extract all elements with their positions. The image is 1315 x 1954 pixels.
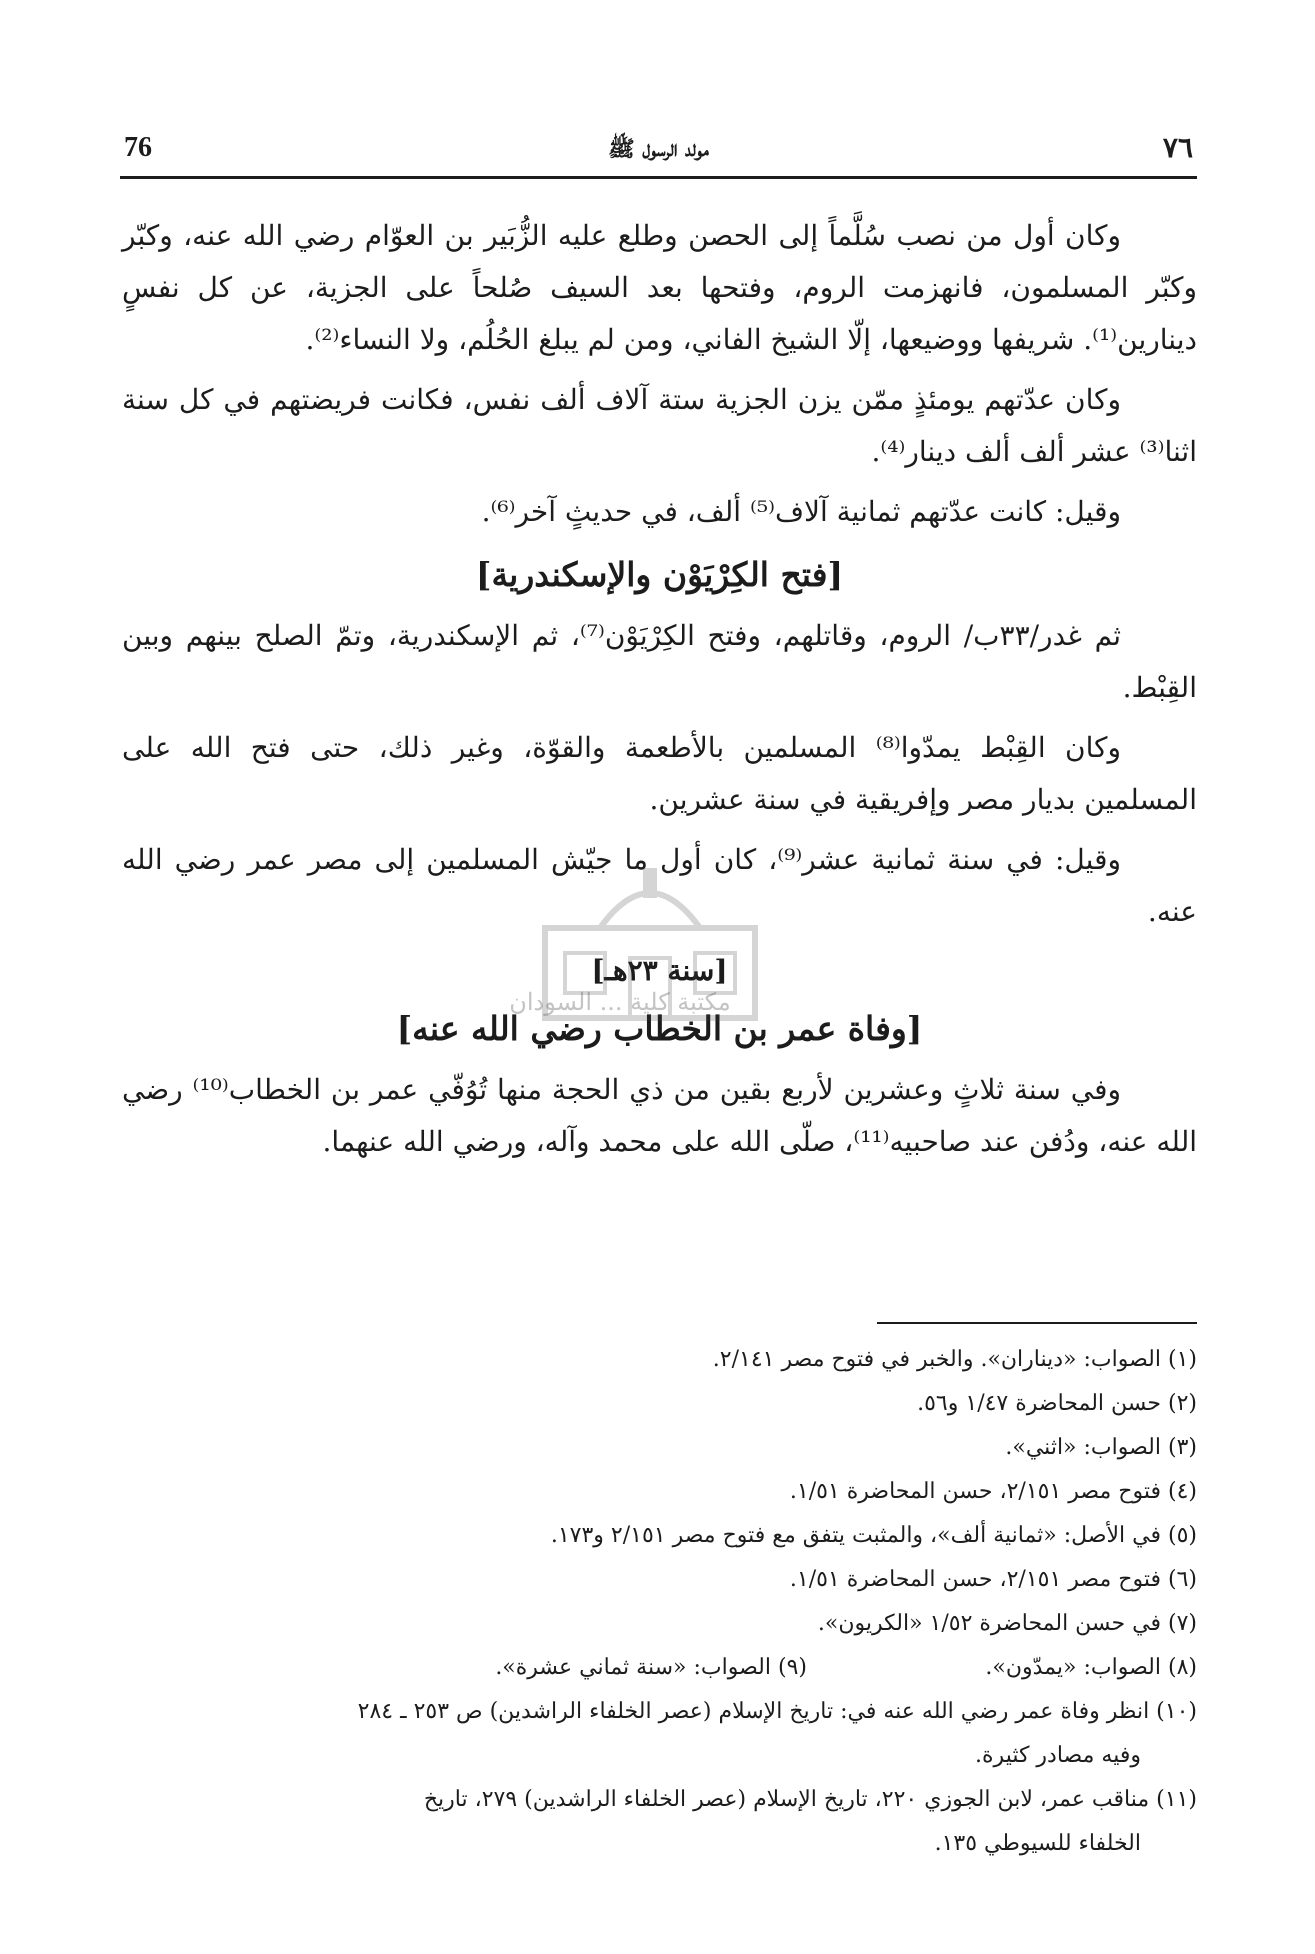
page-number-latin: 76 <box>124 132 152 163</box>
paragraph-3: وقيل: كانت عدّتهم ثمانية آلاف⁽⁵⁾ ألف، في حديثٍ آخر⁽⁶⁾. <box>481 495 1121 528</box>
footnote-7: (٧) في حسن المحاضرة ١/٥٢ «الكريون». <box>817 1611 1197 1636</box>
footnote-6: (٦) فتوح مصر ٢/١٥١، حسن المحاضرة ١/٥١. <box>789 1567 1197 1592</box>
footnote-2: (٢) حسن المحاضرة ١/٤٧ و٥٦. <box>917 1391 1197 1416</box>
watermark-text: مكتبة كلية ... السودان <box>509 988 731 1016</box>
paragraph-4: ثم غدر/٣٣ب/ الروم، وقاتلهم، وفتح الكِرْيَوْن⁽⁷⁾، ثم الإسكندرية، وتمّ الصلح بينهم وبين القِبْط. <box>122 619 1197 704</box>
footnote-11: (١١) مناقب عمر، لابن الجوزي ٢٢٠، تاريخ الإسلام (عصر الخلفاء الراشدين) ٢٧٩، تاريخ <box>423 1787 1197 1812</box>
footnote-8: (٨) الصواب: «يمدّون». <box>985 1655 1197 1680</box>
footnote-4: (٤) فتوح مصر ٢/١٥١، حسن المحاضرة ١/٥١. <box>789 1479 1197 1504</box>
page-number-arabic: ٧٦ <box>1162 131 1193 164</box>
section-heading-conquest: [فتح الكِرْيَوْن والإسكندرية] <box>475 555 844 594</box>
paragraph-5: وكان القِبْط يمدّوا⁽⁸⁾ المسلمين بالأطعمة والقوّة، وغير ذلك، حتى فتح الله على المسلمين بديار مصر وإفريقية في سنة عشرين. <box>122 731 1197 816</box>
footnote-10: (١٠) انظر وفاة عمر رضي الله عنه في: تاريخ الإسلام (عصر الخلفاء الراشدين) ص ٢٥٣ ـ ٢٨٤ <box>357 1699 1197 1724</box>
section-heading-death-of-umar: [وفاة عمر بن الخطاب رضي الله عنه] <box>396 1009 923 1048</box>
paragraph-6: وقيل: في سنة ثمانية عشر⁽⁹⁾، كان أول ما جيّش المسلمين إلى مصر عمر رضي الله عنه. <box>122 843 1197 928</box>
footnote-row-8-9 <box>122 1646 1197 1690</box>
footnote-9: (٩) الصواب: «سنة ثماني عشرة». <box>495 1655 807 1680</box>
running-title: مولد الرسول ﷺ <box>608 136 709 162</box>
main-text <box>122 210 1197 1176</box>
paragraph-1: وكان أول من نصب سُلَّماً إلى الحصن وطلع عليه الزُّبَير بن العوّام رضي الله عنه، وكبّر وكبّر المسلمون، فانهزمت الروم، وفتحها بعد السيف صُلحاً على الجزية، عن كل نفسٍ دينارين⁽¹⁾. شريفها ووضيعها، إلّا الشيخ الفاني، ومن لم يبلغ الحُلُم، ولا النساء⁽²⁾. <box>122 219 1197 356</box>
footnote-1: (١) الصواب: «ديناران». والخبر في فتوح مصر ٢/١٤١. <box>712 1347 1197 1372</box>
footnote-5: (٥) في الأصل: «ثمانية ألف»، والمثبت يتفق مع فتوح مصر ٢/١٥١ و١٧٣. <box>550 1523 1197 1548</box>
running-header <box>120 128 1197 179</box>
footnote-10-continued: وفيه مصادر كثيرة. <box>975 1743 1141 1768</box>
footnote-3: (٣) الصواب: «اثني». <box>1005 1435 1197 1460</box>
section-heading-year: [سنة ٢٣هـ] <box>591 954 728 987</box>
footnote-11-continued: الخلفاء للسيوطي ١٣٥. <box>934 1831 1141 1856</box>
paragraph-7: وفي سنة ثلاثٍ وعشرين لأربع بقين من ذي الحجة منها تُوُفّي عمر بن الخطاب⁽¹⁰⁾ رضي الله عنه، ودُفن عند صاحبيه⁽¹¹⁾، صلّى الله على محمد وآله، ورضي الله عنهما. <box>122 1073 1197 1158</box>
paragraph-2: وكان عدّتهم يومئذٍ ممّن يزن الجزية ستة آلاف ألف نفس، فكانت فريضتهم في كل سنة اثنا⁽³⁾ عشر ألف ألف دينار⁽⁴⁾. <box>122 383 1197 468</box>
footnotes <box>122 1338 1197 1866</box>
footnote-divider <box>877 1322 1197 1324</box>
